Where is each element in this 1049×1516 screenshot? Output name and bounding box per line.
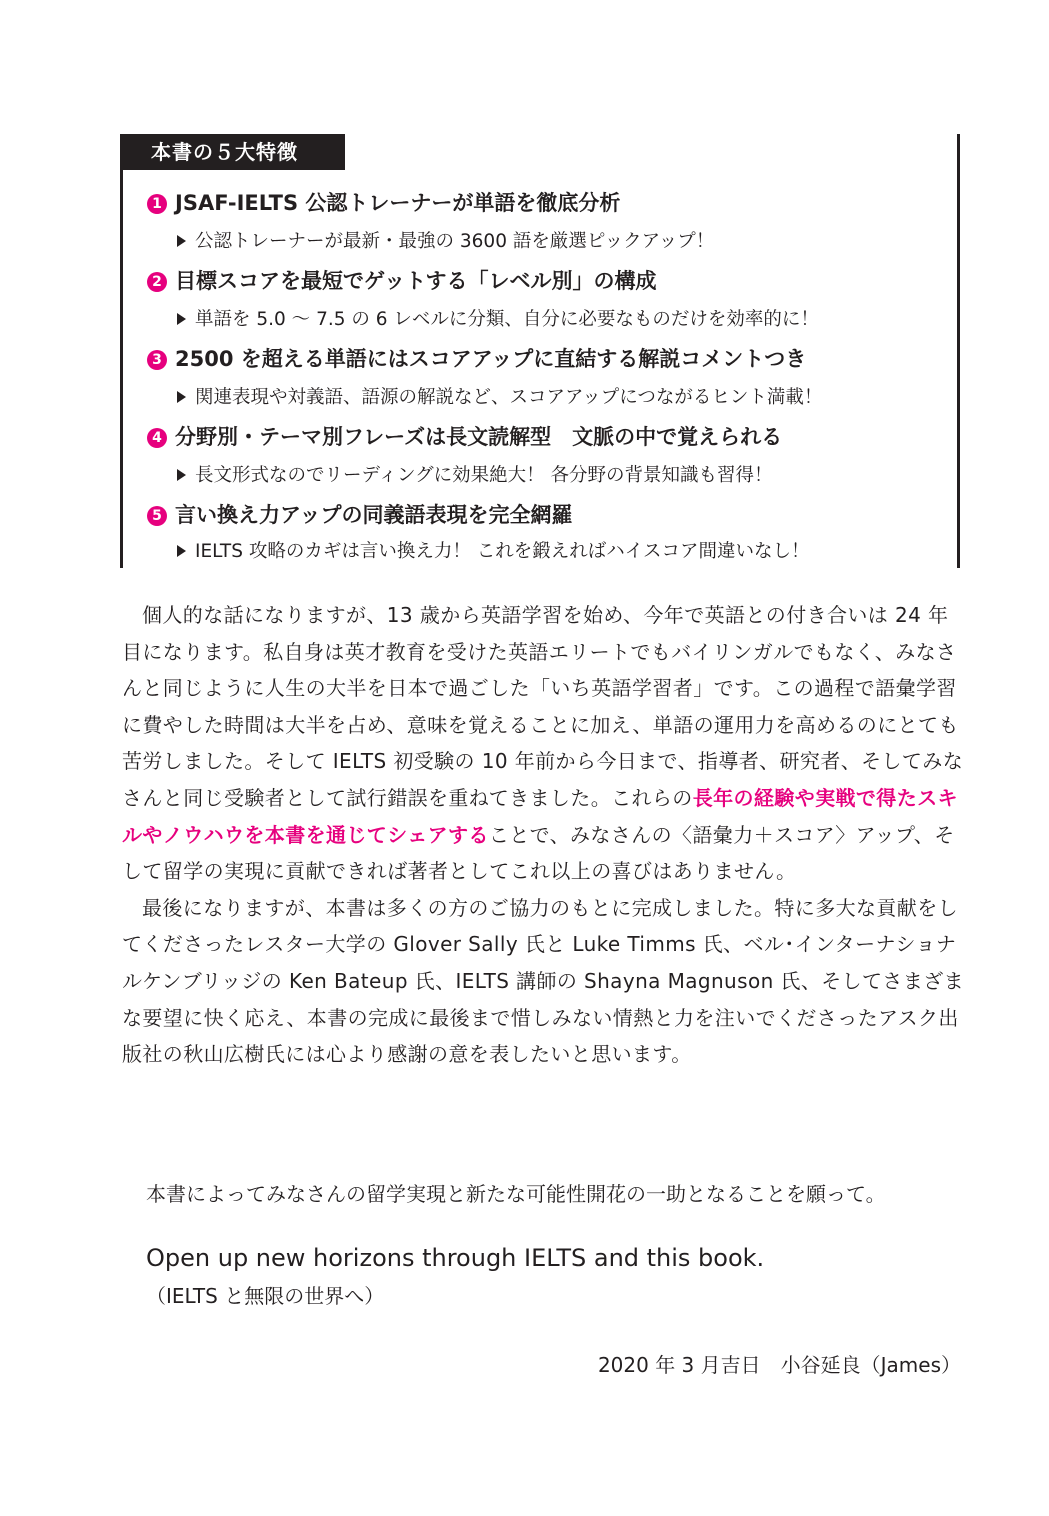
triangle-bullet-icon: [177, 545, 186, 557]
number-3-icon: 3: [147, 350, 167, 370]
feature-4-detail-text: 長文形式なのでリーディングに効果絶大！ 各分野の背景知識も習得！: [195, 465, 773, 486]
feature-4-detail: [177, 460, 773, 492]
feature-4-heading-text: 分野別・テーマ別フレーズは長文読解型 文脈の中で覚えられる: [175, 425, 783, 449]
feature-1-detail: [177, 226, 714, 258]
number-5-icon: 5: [147, 506, 167, 526]
triangle-bullet-icon: [177, 469, 186, 481]
motto-japanese: （IELTS と無限の世界へ）: [146, 1284, 385, 1308]
paragraph-1-text: 個人的な話になりますが、13 歳から英語学習を始め、今年で英語との付き合いは 24 年目になります。私自身は英才教育を受けた英語エリートでもバイリンガルでもなく、みなさんと同じように人生の大半を日本で過ごした「いち英語学習者」です。この過程で語彙学習に費やした時間は大半を占め、意味を覚えることに加え、単語の運用力を高めるのにとても苦労しました。そして IELTS 初受験の 10 年前から今日まで、指導者、研究者、そしてみなさんと同じ受験者として試行錯誤を重ねてきました。これらの: [122, 603, 964, 810]
feature-3-detail: [177, 382, 822, 414]
feature-3-heading-text: 2500 を超える単語にはスコアアップに直結する解説コメントつき: [175, 347, 807, 371]
paragraph-1: [122, 597, 968, 890]
feature-1-detail-text: 公認トレーナーが最新・最強の 3600 語を厳選ピックアップ！: [195, 231, 715, 252]
feature-5-detail: [177, 536, 810, 568]
triangle-bullet-icon: [177, 313, 186, 325]
feature-3-detail-text: 関連表現や対義語、語源の解説など、スコアアップにつながるヒント満載！: [195, 387, 823, 408]
body-text: [122, 597, 968, 1073]
feature-1-heading-text: JSAF-IELTS 公認トレーナーが単語を徹底分析: [175, 191, 621, 215]
paragraph-2: 最後になりますが、本書は多くの方のご協力のもとに完成しました。特に多大な貢献をしてくださったレスター大学の Glover Sally 氏と Luke Timms 氏、ベル･インターナショナルケンブリッジの Ken Bateup 氏、IELTS 講師の Shayna Magnuson 氏、そしてさまざまな要望に快く応え、本書の完成に最後まで惜しみない情熱と力を注いでくださったアスク出版社の秋山広樹氏には心より感謝の意を表したいと思います。: [122, 895, 965, 1067]
feature-2-detail-text: 単語を 5.0 ～ 7.5 の 6 レベルに分類、自分に必要なものだけを効率的に！: [195, 309, 819, 330]
feature-5-heading-text: 言い換え力アップの同義語表現を完全網羅: [175, 503, 573, 527]
feature-5-detail-text: IELTS 攻略のカギは言い換え力！ これを鍛えればハイスコア間違いなし！: [195, 541, 810, 562]
feature-2-heading: [147, 264, 657, 298]
features-title: 本書の５大特徴: [123, 134, 345, 170]
feature-1-heading: [147, 186, 620, 220]
number-2-icon: 2: [147, 272, 167, 292]
signature-line: 2020 年 3 月吉日 小谷延良（James）: [597, 1353, 961, 1377]
number-1-icon: 1: [147, 194, 167, 214]
features-box: [120, 134, 960, 568]
paragraph-1-text-end: ことで、みなさんの〈語彙力＋スコア〉アップ、そして留学の実現に貢献できれば著者としてこれ以上の喜びはありません。: [122, 822, 955, 884]
highlighted-phrase: 長年の経験や実戦で得たスキルやノウハウを本書を通じてシェアする: [122, 785, 958, 847]
feature-2-heading-text: 目標スコアを最短でゲットする「レベル別」の構成: [175, 269, 657, 293]
triangle-bullet-icon: [177, 235, 186, 247]
number-4-icon: 4: [147, 428, 167, 448]
motto-english: Open up new horizons through IELTS and this book.: [146, 1244, 765, 1272]
feature-2-detail: [177, 304, 819, 336]
triangle-bullet-icon: [177, 391, 186, 403]
feature-4-heading: [147, 420, 782, 454]
feature-5-heading: [147, 498, 573, 532]
closing-wish: 本書によってみなさんの留学実現と新たな可能性開花の一助となることを願って。: [146, 1182, 886, 1206]
feature-3-heading: [147, 342, 806, 376]
